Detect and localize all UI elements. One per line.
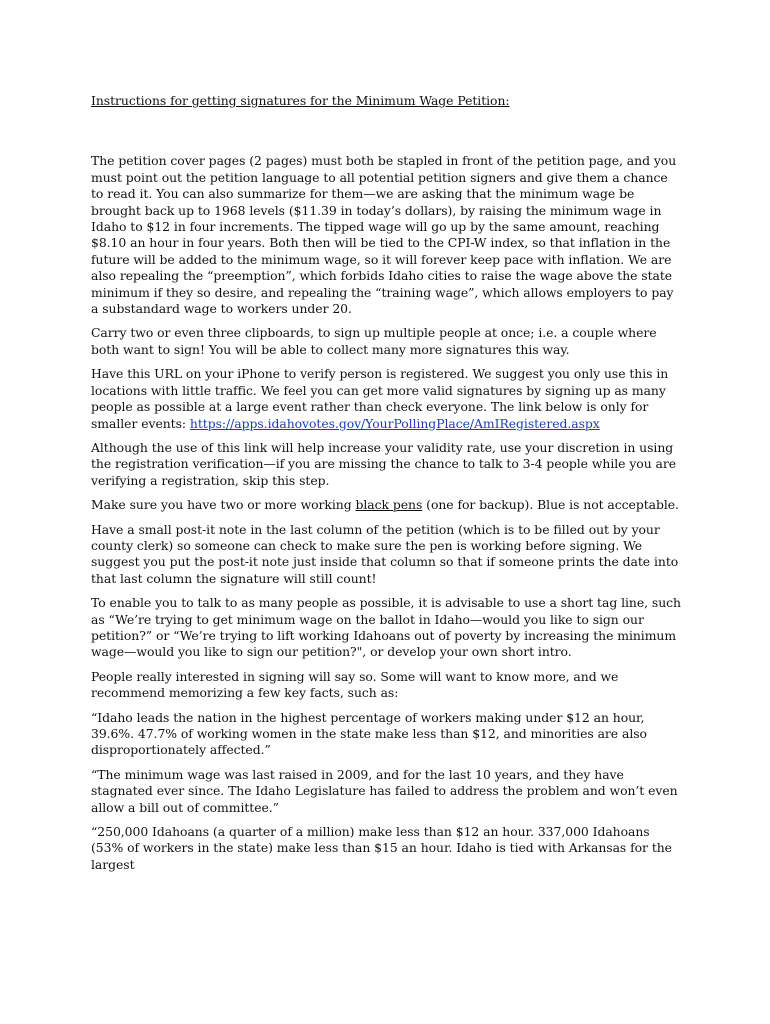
document-page: [91, 93, 683, 881]
paragraph-key-facts-intro: People really interested in signing will say so. Some will want to know more, and we recommend memorizing a few key facts, such as:: [91, 668, 619, 701]
paragraph-fact-idaho-leads: “Idaho leads the nation in the highest percentage of workers making under $12 an hour, 39.6%. 47.7% of working women in the state make less than $12, and minorities are also disproportionately affected.”: [91, 709, 647, 758]
paragraph-petition-cover: The petition cover pages (2 pages) must both be stapled in front of the petition page, and you must point out the petition language to all potential petition signers and give them a chance to read it. You can also summarize for them—we are asking that the minimum wage be brought back up to 1968 levels ($11.39 in today’s dollars), by raising the minimum wage in Idaho to $12 in four increments. The tipped wage will go up by the same amount, reaching $8.10 an hour in four years. Both then will be tied to the CPI-W index, so that inflation in the future will be added to the minimum wage, so it will forever keep pace with inflation. We are also repealing the “preemption”, which forbids Idaho cities to raise the wage above the state minimum if they so desire, and repealing the “training wage”, which allows employers to pay a substandard wage to workers under 20.: [91, 153, 677, 317]
black-pens-after: (one for backup). Blue is not acceptable.: [422, 497, 679, 513]
registration-link[interactable]: https://apps.idahovotes.gov/YourPollingPlace/AmIRegistered.aspx: [189, 415, 600, 431]
paragraph-verification-discretion: Although the use of this link will help increase your validity rate, use your discretion in using the registration verification—if you are missing the chance to talk to 3-4 people while you are verifying a registration, skip this step.: [91, 439, 677, 488]
paragraph-clipboards: Carry two or even three clipboards, to sign up multiple people at once; i.e. a couple where both want to sign! You will be able to collect many more signatures this way.: [91, 325, 657, 357]
paragraph-registration-url: [91, 366, 683, 432]
black-pens-before: Make sure you have two or more working: [91, 497, 356, 513]
paragraph-black-pens: [91, 497, 683, 513]
paragraph-fact-idahoans: “250,000 Idahoans (a quarter of a million) make less than $12 an hour. 337,000 Idahoans (53% of workers in the state) make less than $15 an hour. Idaho is tied with Arkansas for the largest: [91, 824, 672, 872]
black-pens-underlined: black pens: [355, 497, 423, 513]
paragraph-tag-line: To enable you to talk to as many people as possible, it is advisable to use a short tag line, such as “We’re trying to get minimum wage on the ballot in Idaho—would you like to sign our petition?” or “We’re trying to lift working Idahoans out of poverty by increasing the minimum wage—would you like to sign our petition?", or develop your own short intro.: [91, 595, 681, 660]
paragraph-fact-last-raised: “The minimum wage was last raised in 2009, and for the last 10 years, and they have stagnated ever since. The Idaho Legislature has failed to address the problem and won’t even allow a bill out of committee.”: [91, 766, 678, 815]
document-title: Instructions for getting signatures for the Minimum Wage Petition:: [91, 93, 510, 108]
paragraph-post-it-note: Have a small post-it note in the last column of the petition (which is to be filled out by your county clerk) so someone can check to make sure the pen is working before signing. We suggest you put the post-it note just inside that column so that if someone prints the date into that last column the signature will still count!: [91, 521, 679, 586]
registration-url-text: Have this URL on your iPhone to verify person is registered. We suggest you only use this in locations with little traffic. We feel you can get more valid signatures by signing up as many people as possible at a large event rather than check everyone. The link below is only for smaller events:: [91, 366, 669, 431]
